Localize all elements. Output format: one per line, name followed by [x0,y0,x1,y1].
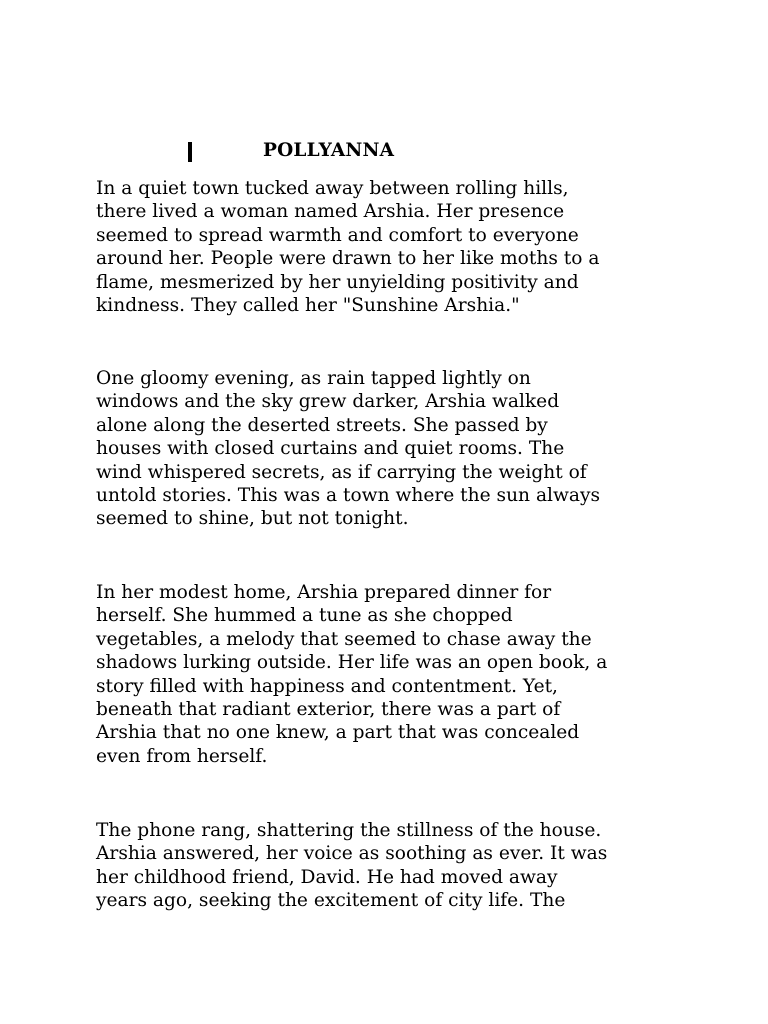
text-cursor [188,142,192,162]
paragraph-line: untold stories. This was a town where the sun always [96,485,601,507]
paragraph-line: around her. People were drawn to her like moths to a [96,248,600,270]
paragraph-1 [96,177,676,317]
paragraph-2 [96,367,676,531]
paragraph-line: seemed to shine, but not tonight. [96,508,409,530]
paragraph-line: beneath that radiant exterior, there was a part of [96,699,561,721]
paragraph-line: shadows lurking outside. Her life was an open book, a [96,652,608,674]
paragraph-line: herself. She hummed a tune as she chopped [96,605,513,627]
paragraph-line: alone along the deserted streets. She passed by [96,414,548,436]
paragraph-3 [96,581,676,768]
paragraph-line: flame, mesmerized by her unyielding positivity and [96,271,579,293]
paragraph-line: In a quiet town tucked away between rolling hills, [96,178,569,199]
document-title: POLLYANNA [263,140,395,161]
paragraph-line: wind whispered secrets, as if carrying the weight of [96,461,587,483]
paragraph-line: Arshia answered, her voice as soothing as ever. It was [96,843,608,865]
paragraph-line: In her modest home, Arshia prepared dinner for [96,582,552,603]
paragraph-line: even from herself. [96,745,268,767]
paragraph-line: story filled with happiness and contentment. Yet, [96,675,558,697]
paragraph-line: there lived a woman named Arshia. Her presence [96,201,565,223]
paragraph-line: The phone rang, shattering the stillness of the house. [96,820,602,841]
paragraph-line: houses with closed curtains and quiet rooms. The [96,438,565,460]
paragraph-line: windows and the sky grew darker, Arshia walked [96,391,560,413]
paragraph-line: years ago, seeking the excitement of city life. The [96,890,566,912]
paragraph-line: vegetables, a melody that seemed to chase away the [96,628,592,650]
paragraph-line: One gloomy evening, as rain tapped lightly on [96,368,531,389]
paragraph-line: Arshia that no one knew, a part that was concealed [96,722,580,744]
paragraph-4 [96,819,676,913]
paragraph-line: her childhood friend, David. He had moved away [96,866,558,888]
paragraph-line: seemed to spread warmth and comfort to everyone [96,224,579,246]
paragraph-line: kindness. They called her "Sunshine Arshia." [96,295,520,317]
